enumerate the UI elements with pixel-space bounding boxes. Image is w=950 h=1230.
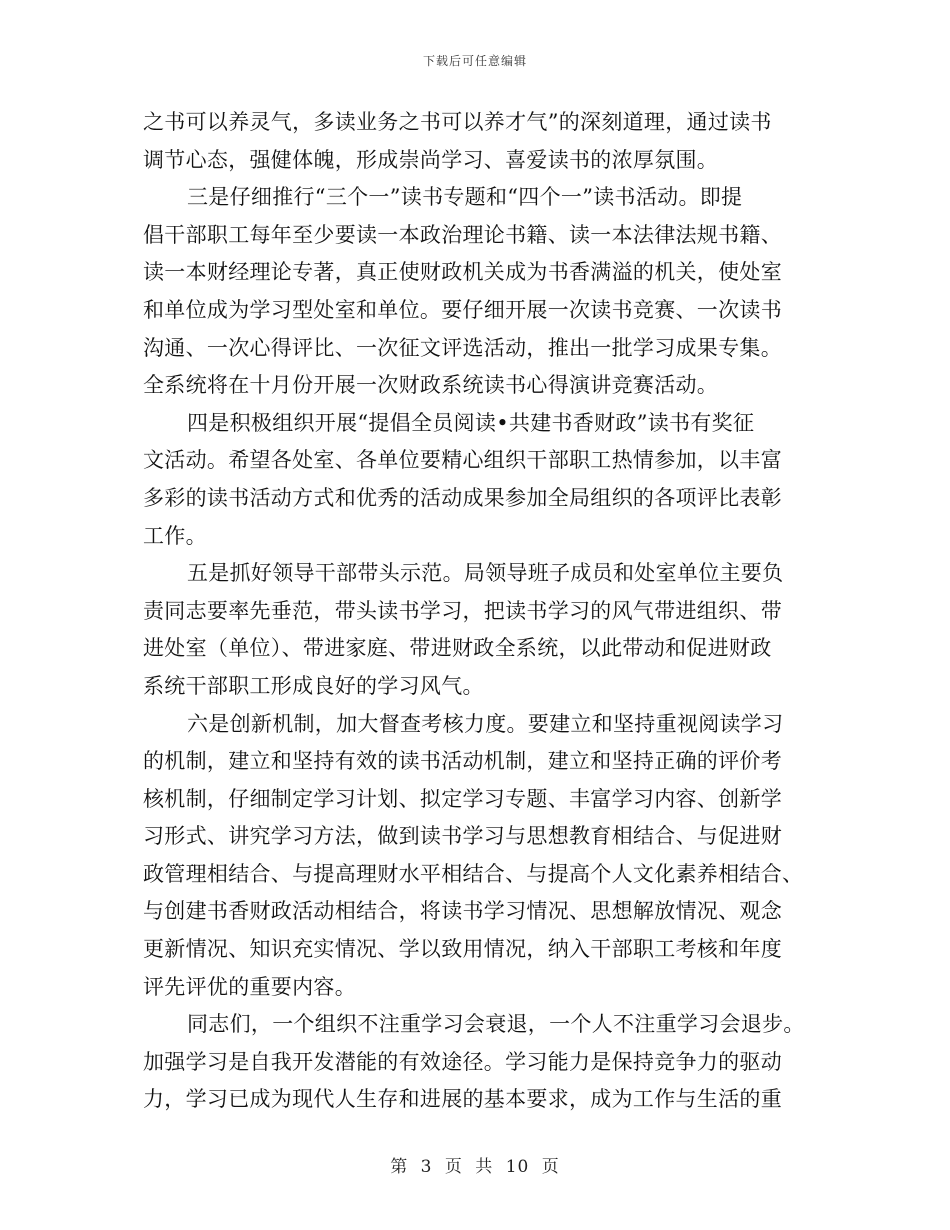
text-line: 工作。 bbox=[143, 523, 207, 548]
body-text bbox=[143, 104, 811, 1119]
text-line: 全系统将在十月份开展一次财政系统读书心得演讲竞赛活动。 bbox=[143, 373, 719, 398]
text-line: 和单位成为学习型处室和单位。要仔细开展一次读书竞赛、一次读书 bbox=[143, 297, 782, 322]
text-line: 六是创新机制，加大督查考核力度。要建立和坚持重视阅读学习 bbox=[187, 711, 784, 736]
text-line: 四是积极组织开展“提倡全员阅读•共建书香财政”读书有奖征 bbox=[187, 410, 755, 435]
text-line: 政管理相结合、与提高理财水平相结合、与提高个人文化素养相结合、 bbox=[143, 861, 804, 886]
text-line: 评先评优的重要内容。 bbox=[143, 974, 356, 999]
text-line: 进处室（单位）、带进家庭、带进财政全系统，以此带动和促进财政 bbox=[143, 636, 772, 661]
text-line: 三是仔细推行“三个一”读书专题和“四个一”读书活动。即提 bbox=[187, 185, 743, 210]
text-line: 之书可以养灵气，多读业务之书可以养才气”的深刻道理，通过读书 bbox=[143, 110, 772, 134]
text-line: 核机制，仔细制定学习计划、拟定学习专题、丰富学习内容、创新学 bbox=[143, 786, 782, 811]
text-line: 读一本财经理论专著，真正使财政机关成为书香满溢的机关，使处室 bbox=[143, 260, 782, 285]
text-line: 五是抓好领导干部带头示范。局领导班子成员和处室单位主要负 bbox=[187, 561, 784, 586]
text-line: 的机制，建立和坚持有效的读书活动机制，建立和坚持正确的评价考 bbox=[143, 749, 782, 774]
text-line: 责同志要率先垂范，带头读书学习，把读书学习的风气带进组织、带 bbox=[143, 598, 782, 623]
text-line: 倡干部职工每年至少要读一本政治理论书籍、读一本法律法规书籍、 bbox=[143, 222, 782, 247]
text-line: 同志们，一个组织不注重学习会衰退，一个人不注重学习会退步。 bbox=[187, 1012, 805, 1037]
text-line: 与创建书香财政活动相结合，将读书学习情况、思想解放情况、观念 bbox=[143, 899, 782, 924]
text-line: 调节心态，强健体魄，形成崇尚学习、喜爱读书的浓厚氛围。 bbox=[143, 147, 719, 172]
text-line: 习形式、讲究学习方法，做到读书学习与思想教育相结合、与促进财 bbox=[143, 824, 782, 849]
page-number: 第 3 页 共 10 页 bbox=[390, 1157, 560, 1177]
header-note: 下载后可任意编辑 bbox=[422, 54, 527, 68]
text-line: 加强学习是自我开发潜能的有效途径。学习能力是保持竞争力的驱动 bbox=[143, 1049, 782, 1074]
text-line: 力，学习已成为现代人生存和进展的基本要求，成为工作与生活的重 bbox=[143, 1087, 782, 1112]
text-line: 更新情况、知识充实情况、学以致用情况，纳入干部职工考核和年度 bbox=[143, 937, 782, 962]
text-line: 系统干部职工形成良好的学习风气。 bbox=[143, 673, 484, 698]
text-line: 沟通、一次心得评比、一次征文评选活动，推出一批学习成果专集。 bbox=[143, 335, 782, 360]
text-line: 多彩的读书活动方式和优秀的活动成果参加全局组织的各项评比表彰 bbox=[143, 485, 782, 510]
text-line: 文活动。希望各处室、各单位要精心组织干部职工热情参加，以丰富 bbox=[143, 448, 782, 473]
